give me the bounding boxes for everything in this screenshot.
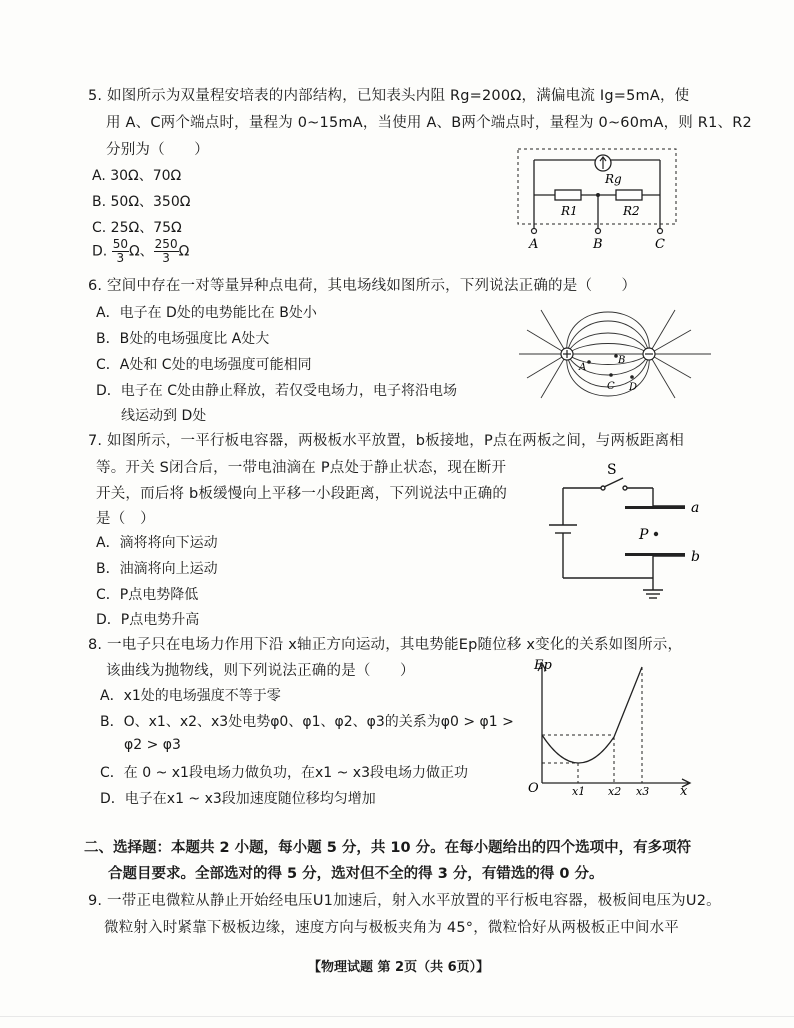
q6-point-a: A — [579, 362, 587, 373]
resistor-r1 — [555, 190, 581, 200]
section2-header-line2: 合题目要求。全部选对的得 5 分，选对但不全的得 3 分，有错选的得 0 分。 — [108, 866, 604, 882]
q7-capacitor-figure — [545, 460, 720, 605]
q8-option-b-line2: φ2 > φ3 — [124, 737, 181, 753]
q6-field-lines-figure — [515, 296, 715, 414]
q6-point-c: C — [607, 381, 615, 392]
q7-switch-s-label: S — [607, 462, 617, 478]
q7-stem-line3: 开关，而后将 b板缓慢向上平移一小段距离，下列说法中正确的 — [96, 486, 508, 502]
q8-tick-x2: x2 — [608, 785, 622, 798]
q8-ep-graph — [520, 655, 700, 800]
point-p-marker — [654, 532, 658, 536]
q5-label-r2: R2 — [623, 204, 640, 218]
q5-stem-line2: 用 A、C两个端点时，量程为 0~15mA，当使用 A、B两个端点时，量程为 0~60mA，则 R1、R2 — [106, 115, 752, 131]
q6-option-c: C．A处和 C处的电场强度可能相同 — [96, 357, 312, 373]
q6-option-a: A．电子在 D处的电势能比在 B处小 — [96, 305, 317, 321]
q9-stem-line1: 9. 一带正电微粒从静止开始经电压U1加速后，射入水平放置的平行板电容器，极板间电压为U2。 — [88, 893, 721, 909]
q6-point-b: B — [618, 355, 626, 366]
q7-option-d: D．P点电势升高 — [96, 612, 200, 628]
q5-option-d-fraction1: $\frac{50}{3}$ — [112, 237, 128, 265]
q5-option-d-fraction2: $\frac{250}{3}$ — [154, 237, 178, 265]
q5-label-r1: R1 — [561, 204, 578, 218]
q8-option-d: D．电子在x1 ~ x3段加速度随位移均匀增加 — [100, 791, 376, 807]
q5-option-d: D. $\frac{50}{3}$ Ω、 $\frac{250}{3}$ Ω — [92, 237, 190, 265]
q5-option-b: B. 50Ω、350Ω — [92, 194, 191, 210]
q5-option-c: C. 25Ω、75Ω — [92, 220, 182, 236]
q6-option-d-line1: D．电子在 C处由静止释放，若仅受电场力，电子将沿电场 — [96, 383, 458, 399]
q7-point-p-label: P — [639, 527, 649, 543]
q5-circuit-figure — [515, 143, 680, 253]
q5-stem-line1: 5. 如图所示为双量程安培表的内部结构，已知表头内阻 Rg=200Ω，满偏电流 Ig=5mA，使 — [88, 88, 690, 104]
q8-tick-x3: x3 — [636, 785, 650, 798]
q7-stem-line1: 7. 如图所示，一平行板电容器，两极板水平放置，b板接地，P点在两板之间，与两板距离相 — [88, 433, 684, 449]
q5-terminal-c: C — [655, 237, 665, 252]
q5-terminal-b: B — [593, 237, 603, 252]
q7-option-c: C．P点电势降低 — [96, 587, 199, 603]
q7-plate-b-label: b — [691, 549, 700, 565]
q6-point-d: D — [629, 382, 638, 393]
section2-header-line1: 二、选择题：本题共 2 小题，每小题 5 分，共 10 分。在每小题给出的四个选项中，有多项符 — [84, 840, 692, 856]
q8-option-a: A．x1处的电场强度不等于零 — [100, 688, 281, 704]
q7-stem-line4: 是（ ） — [96, 511, 155, 527]
q5-option-a: A. 30Ω、70Ω — [92, 168, 182, 184]
q8-stem-line2: 该曲线为抛物线，则下列说法正确的是（ ） — [106, 663, 415, 679]
q8-xlabel: x — [680, 784, 688, 799]
q7-plate-a-label: a — [691, 500, 700, 516]
q7-option-b: B．油滴将向上运动 — [96, 561, 218, 577]
page-bottom-divider — [0, 1016, 794, 1017]
q7-option-a: A．滴将将向下运动 — [96, 535, 218, 551]
q8-option-c: C．在 0 ~ x1段电场力做负功，在x1 ~ x3段电场力做正功 — [100, 765, 468, 781]
q5-label-rg: Rg — [605, 172, 622, 186]
q8-stem-line1: 8. 一电子只在电场力作用下沿 x轴正方向运动，其电势能Ep随位移 x变化的关系如图所示， — [88, 637, 683, 653]
page-footer: 【物理试题 第 2页（共 6页）】 — [308, 960, 490, 975]
q5-terminal-a: A — [529, 237, 539, 252]
q8-ylabel-ep: Ep — [534, 658, 552, 673]
q5-stem-line3: 分别为（ ） — [106, 142, 209, 158]
q6-option-b: B．B处的电场强度比 A处大 — [96, 331, 270, 347]
q5-option-d-label: D. — [92, 243, 108, 260]
q6-stem: 6. 空间中存在一对等量异种点电荷，其电场线如图所示，下列说法正确的是（ ） — [88, 278, 637, 294]
q7-stem-line2: 等。开关 S闭合后，一带电油滴在 P点处于静止状态，现在断开 — [96, 460, 507, 476]
q8-origin-label: O — [528, 781, 539, 796]
q8-option-b-line1: B．O、x1、x2、x3处电势φ0、φ1、φ2、φ3的关系为φ0 > φ1 > — [100, 714, 514, 730]
q6-option-d-line2: 线运动到 D处 — [121, 408, 207, 424]
q9-stem-line2: 微粒射入时紧靠下极板边缘，速度方向与极板夹角为 45°，微粒恰好从两极板正中间水平 — [104, 920, 680, 936]
resistor-r2 — [616, 190, 642, 200]
q8-tick-x1: x1 — [572, 785, 586, 798]
